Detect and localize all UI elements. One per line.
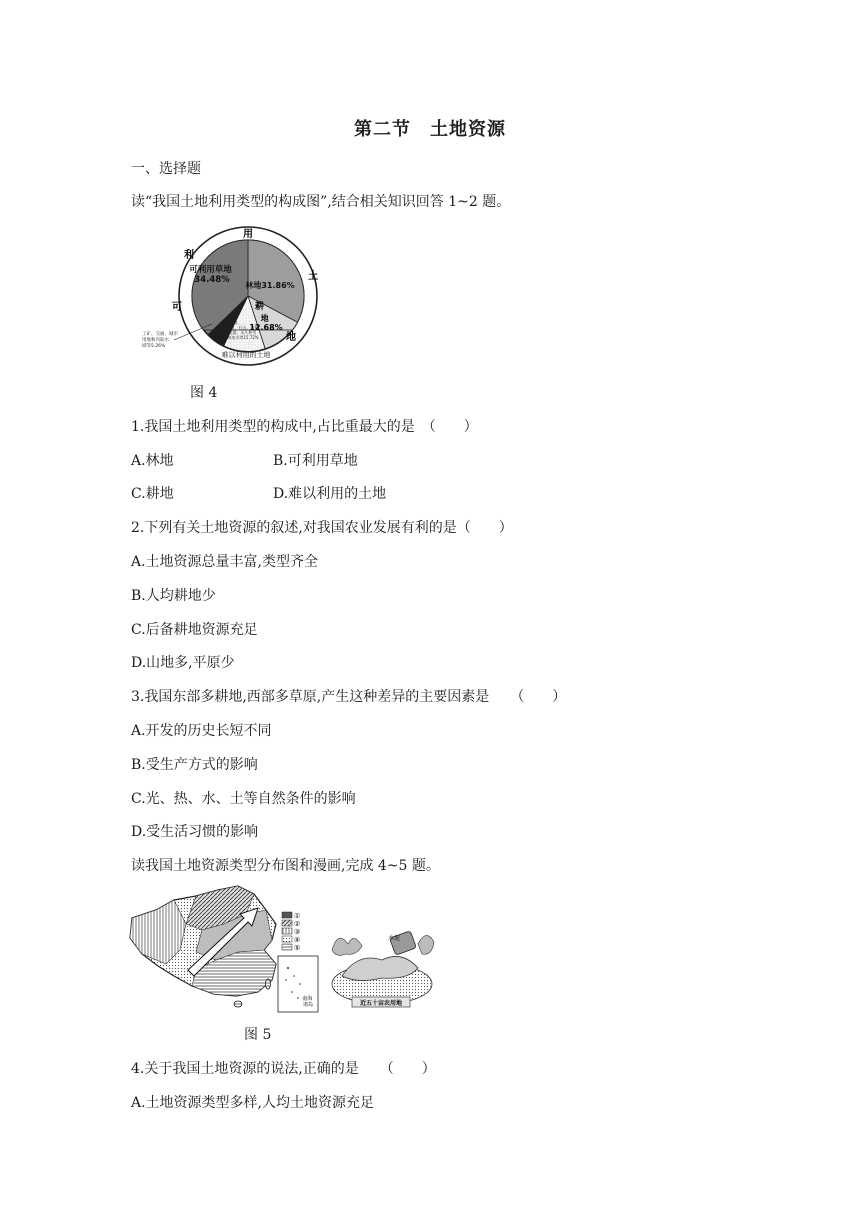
- label-other-l4: 和冰川等15.72%: [227, 335, 259, 340]
- ring-char-di: 地: [286, 332, 296, 343]
- q1-option-c: C.耕地: [131, 486, 174, 502]
- ring-char-tu: 土: [308, 271, 318, 282]
- q4-stem: 4.关于我国土地资源的说法,正确的是 （ ）: [131, 1061, 436, 1077]
- ring-char-li: 利: [184, 250, 194, 261]
- legend-swatch-1: [282, 912, 292, 918]
- map-island-hainan: [234, 1001, 242, 1007]
- fig4-caption: 图 4: [190, 385, 218, 401]
- fig5-caption: 图 5: [244, 1027, 272, 1043]
- q2-option-a: A.土地资源总量丰富,类型齐全: [131, 554, 319, 570]
- q3-option-b: B.受生产方式的影响: [131, 757, 258, 773]
- label-farm-l2: 12.68%: [249, 323, 283, 332]
- inset-label-l2: 诸岛: [302, 1002, 314, 1008]
- intro-q1-2: 读“我国土地利用类型的构成图”,结合相关知识回答 1~2 题。: [131, 194, 511, 210]
- q1-option-d: D.难以利用的土地: [273, 486, 387, 502]
- q2-option-c: C.后备耕地资源充足: [131, 622, 258, 638]
- q4-option-a: A.土地资源类型多样,人均土地资源充足: [131, 1095, 375, 1111]
- map-legend: [282, 912, 300, 952]
- cement-cartoon: [332, 931, 434, 1007]
- legend-swatch-4: [282, 936, 292, 942]
- q1-option-a: A.林地: [131, 453, 174, 469]
- label-grass-l2: 34.48%: [194, 275, 230, 285]
- tree-right: [418, 935, 434, 954]
- label-farm-l1: 地: [260, 314, 269, 323]
- legend-label-4: ④: [294, 936, 301, 944]
- inset-label-l1: 南海: [302, 996, 313, 1002]
- label-industrial-l3: 域等5.26%: [142, 344, 166, 349]
- q2-option-d: D.山地多,平原少: [131, 655, 235, 671]
- legend-label-5: ⑤: [294, 944, 301, 952]
- label-farm-char: 耕: [255, 302, 265, 312]
- tree-left: [332, 938, 362, 955]
- q2-option-b: B.人均耕地少: [131, 588, 216, 604]
- q1-option-b: B.可利用草地: [273, 453, 358, 469]
- page-title: 第二节 土地资源: [354, 119, 506, 140]
- legend-swatch-2: [282, 920, 292, 926]
- section-heading: 一、选择题: [131, 161, 201, 177]
- q3-stem: 3.我国东部多耕地,西部多草原,产生这种差异的主要因素是 （ ）: [131, 689, 567, 705]
- label-forest: 林地31.86%: [245, 281, 295, 290]
- legend-swatch-3: [282, 928, 292, 934]
- map-island-taiwan: [266, 979, 271, 989]
- q1-stem: 1.我国土地利用类型的构成中,占比重最大的是 （ ）: [131, 419, 478, 435]
- label-grass: [189, 264, 234, 285]
- label-other-l3: 荒漠、永久积雪: [228, 330, 257, 335]
- q3-option-a: A.开发的历史长短不同: [131, 723, 272, 739]
- legend-label-2: ②: [294, 920, 301, 928]
- cement-label: 水泥: [388, 935, 401, 942]
- cartoon-banner-text: 近五十亩农用地: [359, 1000, 403, 1007]
- label-industrial: [142, 330, 179, 349]
- q3-option-d: D.受生活习惯的影响: [131, 824, 259, 840]
- label-industrial-l1: 工矿、交通、城市: [142, 332, 178, 337]
- inset-label: [302, 995, 314, 1008]
- label-grass-l1: 可利用草地: [189, 265, 232, 275]
- label-industrial-l2: 用地和内陆水: [142, 338, 169, 343]
- legend-label-3: ③: [294, 928, 301, 936]
- ring-char-yong: 用: [243, 229, 253, 240]
- q3-option-c: C.光、热、水、土等自然条件的影响: [131, 791, 356, 807]
- intro-q4-5: 读我国土地资源类型分布图和漫画,完成 4~5 题。: [131, 858, 440, 874]
- land-resource-map-figure: [126, 880, 436, 1016]
- land-use-pie-figure: [140, 224, 320, 366]
- label-other-l1: 沙漠、: [229, 320, 242, 325]
- q2-stem: 2.下列有关土地资源的叙述,对我国农业发展有利的是（ ）: [131, 520, 513, 536]
- label-other-l2: 戈壁、石山、高寒: [226, 325, 259, 330]
- label-unusable: 难以利用的土地: [221, 351, 271, 359]
- ring-char-ke: 可: [172, 302, 182, 313]
- legend-label-1: ①: [294, 912, 301, 920]
- legend-swatch-5: [282, 944, 292, 950]
